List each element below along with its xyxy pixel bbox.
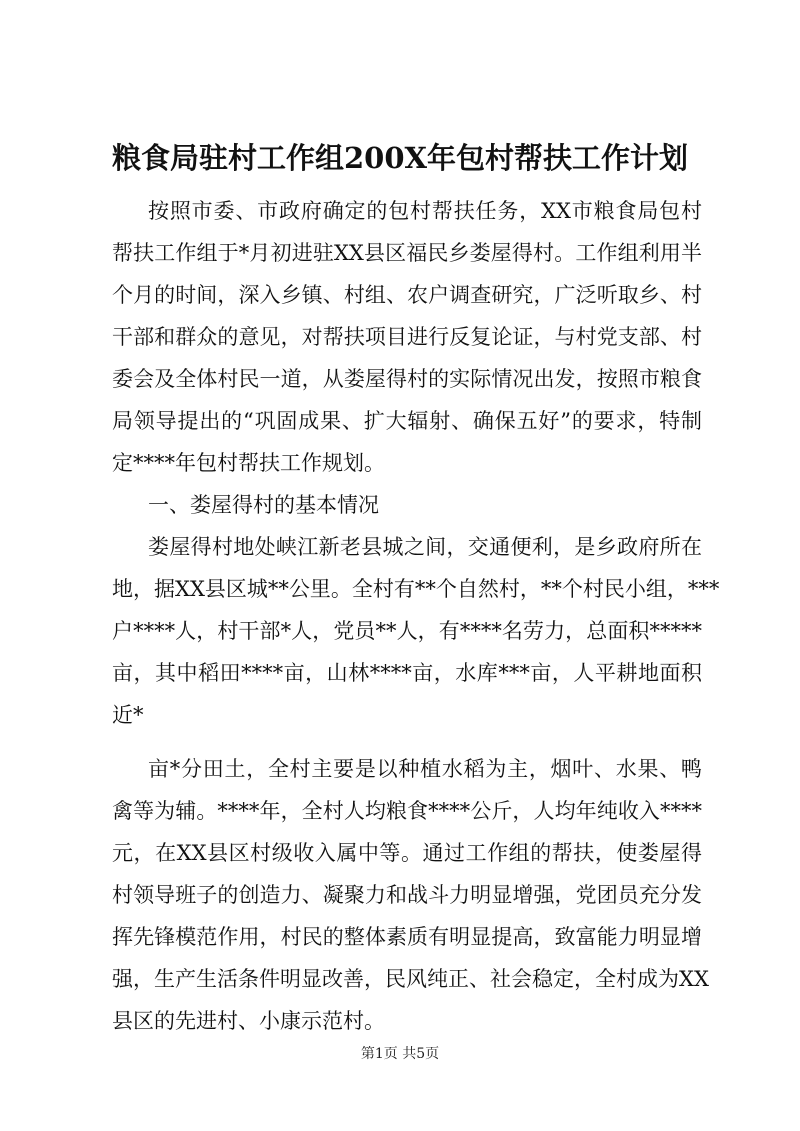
text-line: 县区的先进村、小康示范村。 xyxy=(112,1009,385,1033)
section-heading xyxy=(112,484,702,526)
text-line: 村领导班子的创造力、凝聚力和战斗力明显增强，党团员充分发 xyxy=(112,883,702,907)
text-line: 干部和群众的意见，对帮扶项目进行反复论证，与村党支部、村 xyxy=(112,325,702,349)
paragraph-intro xyxy=(112,190,702,484)
section-heading-text: 一、娄屋得村的基本情况 xyxy=(148,493,379,517)
text-line: 娄屋得村地处峡江新老县城之间，交通便利，是乡政府所在 xyxy=(148,535,702,559)
page-number-footer: 第1页 共5页 xyxy=(360,1046,440,1062)
text-line: 定****年包村帮扶工作规划。 xyxy=(112,451,385,475)
text-line: 近* xyxy=(112,703,144,727)
paragraph-agriculture xyxy=(112,748,709,1042)
text-line: 亩*分田土，全村主要是以种植水稻为主，烟叶、水果、鸭 xyxy=(148,757,702,781)
text-line: 委会及全体村民一道，从娄屋得村的实际情况出发，按照市粮食 xyxy=(112,367,702,391)
document-body xyxy=(112,190,720,1042)
text-line: 局领导提出的“巩固成果、扩大辐射、确保五好”的要求，特制 xyxy=(112,409,702,433)
text-line: 元，在XX县区村级收入属中等。通过工作组的帮扶，使娄屋得 xyxy=(112,841,702,865)
text-line: 帮扶工作组于*月初进驻XX县区福民乡娄屋得村。工作组利用半 xyxy=(112,241,702,265)
text-line: 禽等为辅。****年，全村人均粮食****公斤，人均年纯收入**** xyxy=(112,799,702,823)
text-line: 个月的时间，深入乡镇、村组、农户调查研究，广泛听取乡、村 xyxy=(112,283,702,307)
text-line: 挥先锋模范作用，村民的整体素质有明显提高，致富能力明显增 xyxy=(112,925,702,949)
text-line: 按照市委、市政府确定的包村帮扶任务，XX市粮食局包村 xyxy=(148,199,702,223)
text-line: 地，据XX县区城**公里。全村有**个自然村，**个村民小组，*** xyxy=(112,577,720,601)
text-line: 亩，其中稻田****亩，山林****亩，水库***亩，人平耕地面积 xyxy=(112,661,702,685)
paragraph-basic-info xyxy=(112,526,720,736)
document-title: 粮食局驻村工作组200X年包村帮扶工作计划 xyxy=(111,141,689,175)
text-line: 强，生产生活条件明显改善，民风纯正、社会稳定，全村成为XX xyxy=(112,967,709,991)
text-line: 户****人，村干部*人，党员**人，有****名劳力，总面积***** xyxy=(112,619,702,643)
